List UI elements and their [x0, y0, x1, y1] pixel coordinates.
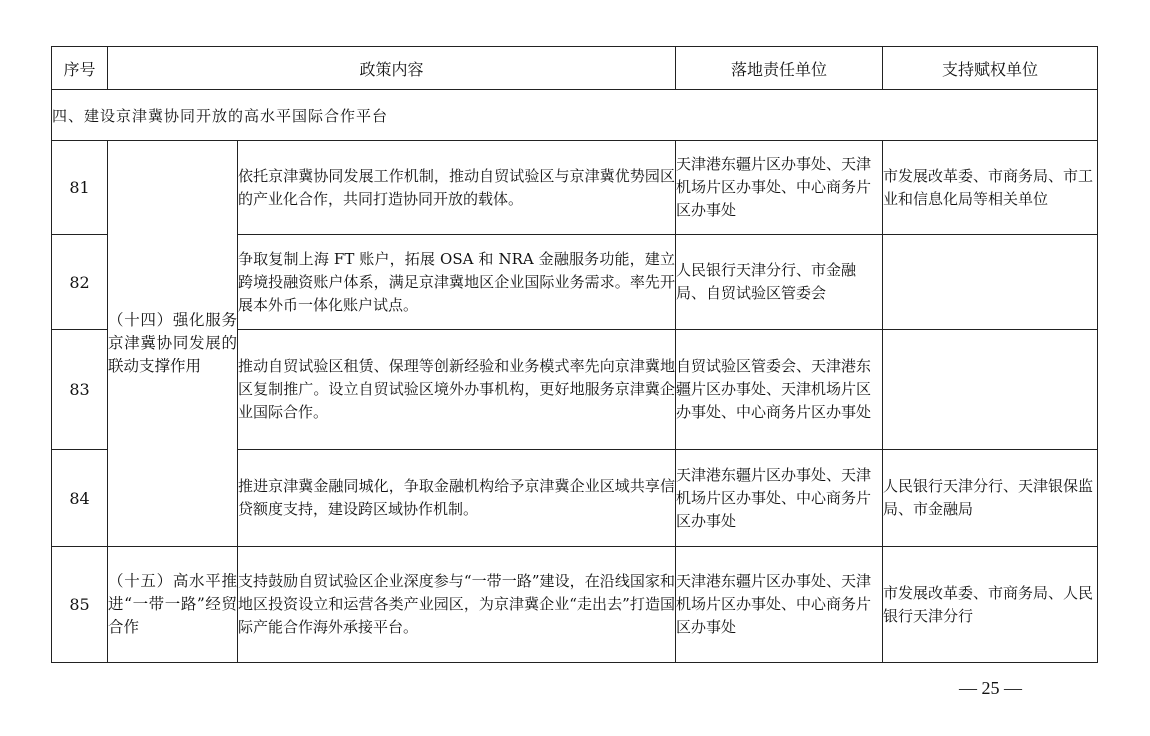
policy-content: 依托京津冀协同发展工作机制，推动自贸试验区与京津冀优势园区的产业化合作，共同打造协同开放的载体。 — [238, 141, 676, 235]
row-number: 84 — [52, 450, 108, 547]
row-number: 85 — [52, 547, 108, 663]
policy-content: 支持鼓励自贸试验区企业深度参与“一带一路”建设，在沿线国家和地区投资设立和运营各类产业园区，为京津冀企业“走出去”打造国际产能合作海外承接平台。 — [238, 547, 676, 663]
supporting-unit — [883, 235, 1098, 330]
header-no: 序号 — [52, 47, 108, 90]
policy-content: 争取复制上海 FT 账户，拓展 OSA 和 NRA 金融服务功能，建立跨境投融资账户体系，满足京津冀地区企业国际业务需求。率先开展本外币一体化账户试点。 — [238, 235, 676, 330]
header-unit: 落地责任单位 — [676, 47, 883, 90]
row-number: 82 — [52, 235, 108, 330]
responsible-unit: 自贸试验区管委会、天津港东疆片区办事处、天津机场片区办事处、中心商务片区办事处 — [676, 330, 883, 450]
header-support: 支持赋权单位 — [883, 47, 1098, 90]
row-number: 83 — [52, 330, 108, 450]
page-number: — 25 — — [959, 678, 1022, 698]
header-row — [52, 47, 1098, 90]
responsible-unit: 天津港东疆片区办事处、天津机场片区办事处、中心商务片区办事处 — [676, 450, 883, 547]
supporting-unit — [883, 330, 1098, 450]
supporting-unit: 市发展改革委、市商务局、人民银行天津分行 — [883, 547, 1098, 663]
supporting-unit: 市发展改革委、市商务局、市工业和信息化局等相关单位 — [883, 141, 1098, 235]
responsible-unit: 天津港东疆片区办事处、天津机场片区办事处、中心商务片区办事处 — [676, 141, 883, 235]
category-cell: （十五）高水平推进“一带一路”经贸合作 — [108, 547, 238, 663]
table-row — [52, 141, 1098, 235]
section-row — [52, 90, 1098, 141]
policy-content: 推进京津冀金融同城化，争取金融机构给予京津冀企业区域共享信贷额度支持，建设跨区域协作机制。 — [238, 450, 676, 547]
policy-content: 推动自贸试验区租赁、保理等创新经验和业务模式率先向京津冀地区复制推广。设立自贸试验区境外办事机构，更好地服务京津冀企业国际合作。 — [238, 330, 676, 450]
responsible-unit: 天津港东疆片区办事处、天津机场片区办事处、中心商务片区办事处 — [676, 547, 883, 663]
section-title: 四、建设京津冀协同开放的高水平国际合作平台 — [52, 90, 1098, 141]
category-cell: （十四）强化服务京津冀协同发展的联动支撑作用 — [108, 141, 238, 547]
row-number: 81 — [52, 141, 108, 235]
policy-table — [51, 46, 1098, 663]
responsible-unit: 人民银行天津分行、市金融局、自贸试验区管委会 — [676, 235, 883, 330]
table-row — [52, 547, 1098, 663]
supporting-unit: 人民银行天津分行、天津银保监局、市金融局 — [883, 450, 1098, 547]
header-content: 政策内容 — [108, 47, 676, 90]
